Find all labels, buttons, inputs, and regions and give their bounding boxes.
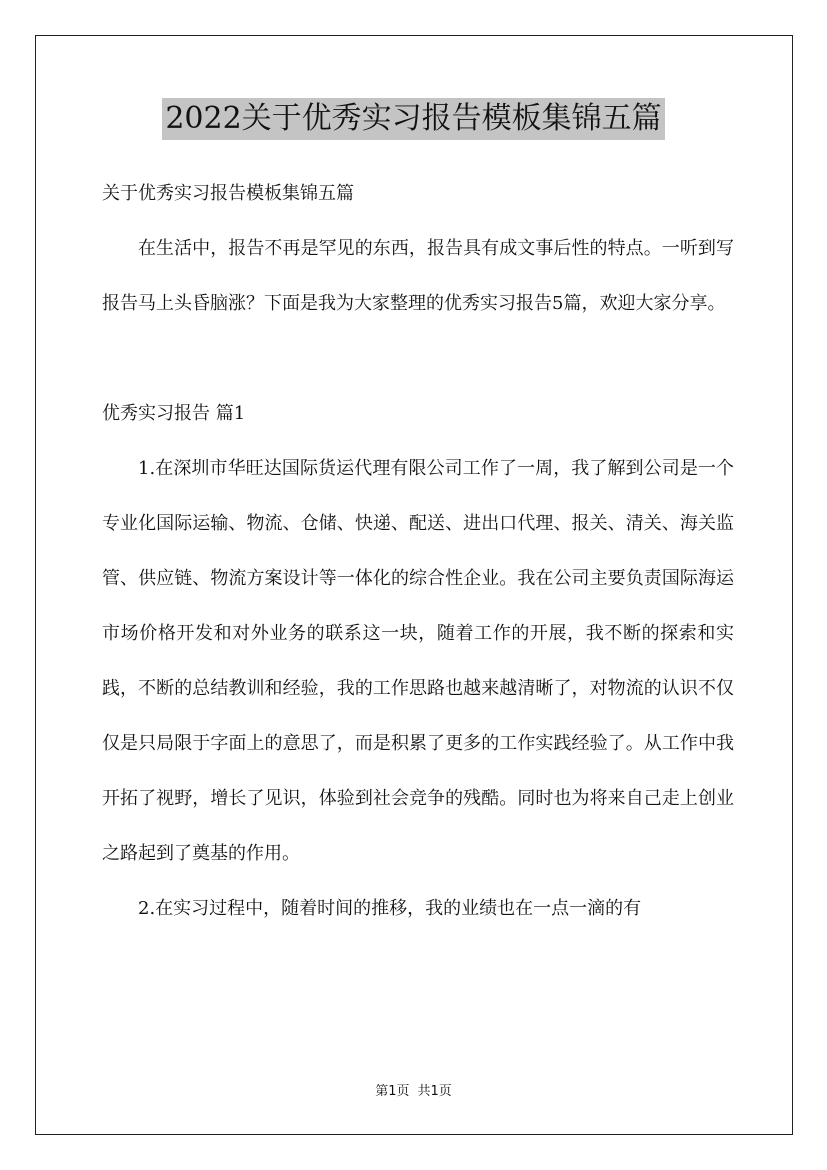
body-paragraph-1: 1.在深圳市华旺达国际货运代理有限公司工作了一周，我了解到公司是一个专业化国际运输、物流、仓储、快递、配送、进出口代理、报关、清关、海关监管、供应链、物流方案设计等一体化的综合性企业。我在公司主要负责国际海运市场价格开发和对外业务的联系这一块，随着工作的开展，我不断的探索和实践，不断的总结教训和经验，我的工作思路也越来越清晰了，对物流的认识不仅仅是只局限于字面上的意思了，而是积累了更多的工作实践经验了。从工作中我开拓了视野，增长了见识，体验到社会竞争的残酷。同时也为将来自己走上创业之路起到了奠基的作用。 [102,458,734,864]
document-title: 2022关于优秀实习报告模板集锦五篇 [162,98,664,140]
section-heading: 优秀实习报告 篇1 [102,403,246,424]
body-paragraph-2: 2.在实习过程中，随着时间的推移，我的业绩也在一点一滴的有 [138,898,642,919]
document-subtitle: 关于优秀实习报告模板集锦五篇 [102,183,354,204]
page-number-current: 第1页 [375,1084,410,1099]
page-footer [0,1082,827,1102]
intro-paragraph: 在生活中，报告不再是罕见的东西，报告具有成文事后性的特点。一听到写报告马上头昏脑涨？下面是我为大家整理的优秀实习报告5篇，欢迎大家分享。 [102,238,734,314]
title-container [0,98,827,140]
page-number-total: 共1页 [417,1084,452,1099]
section-spacer [102,331,734,386]
document-body [102,166,734,936]
